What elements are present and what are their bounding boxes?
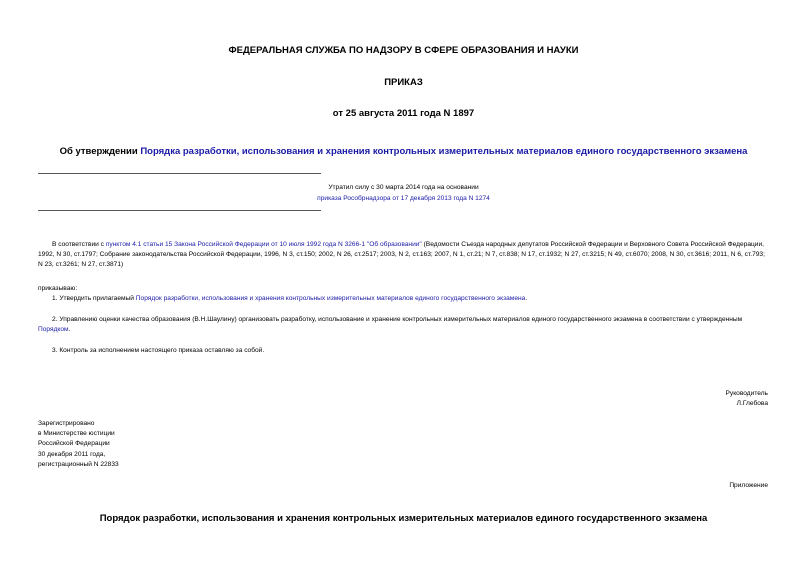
preamble-start: В соответствии с (52, 241, 106, 248)
status-note-line1: Утратил силу с 30 марта 2014 года на основании (328, 184, 479, 191)
appendix-title: Порядок разработки, использования и хранения контрольных измерительных материалов единого государственного экзамена (99, 513, 708, 524)
registration-line-1: Зарегистрировано (38, 420, 95, 427)
registration-block (38, 419, 119, 470)
agency-heading: ФЕДЕРАЛЬНАЯ СЛУЖБА ПО НАДЗОРУ В СФЕРЕ ОБРАЗОВАНИЯ И НАУКИ (228, 45, 579, 56)
preamble-paragraph (38, 240, 768, 271)
registration-line-3: Российской Федерации (38, 440, 110, 448)
registration-line-2: в Министерстве юстиции (38, 430, 115, 438)
registration-line-5: регистрационный N 22833 (38, 460, 119, 468)
doc-type-heading: ПРИКАЗ (384, 77, 423, 88)
signature-role: Руководитель (725, 390, 768, 397)
item2-text: 2. Управлению оценки качества образования (В.Н.Шаулину) организовать разработку, использование и хранение контрольных измерительных материалов единого государственного экзамена в соответствии с утвержденным (52, 316, 743, 323)
preamble-law-link[interactable]: пунктом 4.1 статьи 15 Закона Российской Федерации от 10 июля 1992 года N 3266-1 "Об образовании" (105, 241, 422, 248)
item2-procedure-link[interactable]: Порядком (38, 326, 69, 334)
order-item-2 (38, 315, 768, 335)
status-note-link[interactable]: приказа Рособрнадзора от 17 декабря 2013 года N 1274 (317, 195, 490, 202)
order-title-link[interactable]: Порядка разработки, использования и хранения контрольных измерительных материалов единого государственного экзамена (140, 146, 748, 157)
item1-procedure-link[interactable]: Порядок разработки, использования и хранения контрольных измерительных материалов единого государственного экзамена (135, 295, 526, 302)
divider-top (38, 173, 321, 174)
divider-bottom (38, 210, 321, 211)
order-word: приказываю: (38, 285, 78, 292)
registration-line-4: 30 декабря 2011 года, (38, 450, 106, 458)
order-item-3: 3. Контроль за исполнением настоящего приказа оставляю за собой. (52, 347, 265, 354)
appendix-label: Приложение (729, 482, 768, 489)
order-title (0, 146, 807, 157)
item2-end: . (68, 326, 71, 334)
order-item-1 (38, 294, 768, 304)
order-title-prefix: Об утверждении (59, 146, 141, 157)
order-date-line: от 25 августа 2011 года N 1897 (332, 108, 475, 119)
signature-name: Л.Глебова (736, 400, 768, 407)
preamble-rest: (Ведомости Съезда народных депутатов Российской Федерации и Верховного Совета Российской Федерации, 1992, N 30, ст.1797; Собрание законодательства Российской Федерации, 1996, N 3, ст.150; 2002, N 26, ст.2517; 2003, N 2, ст.163; 2007, N 1, ст.21; N 7, ст.838; N 17, ст.1932; N 27, ст.3215; N 49, ст.6070; 2008, N 30, ст.3616; 2011, N 6, ст.793; N 23, ст.3261; N 27, ст.3871) (38, 241, 765, 269)
item1-start: 1. Утвердить прилагаемый (52, 295, 136, 302)
item1-end: . (525, 295, 528, 302)
